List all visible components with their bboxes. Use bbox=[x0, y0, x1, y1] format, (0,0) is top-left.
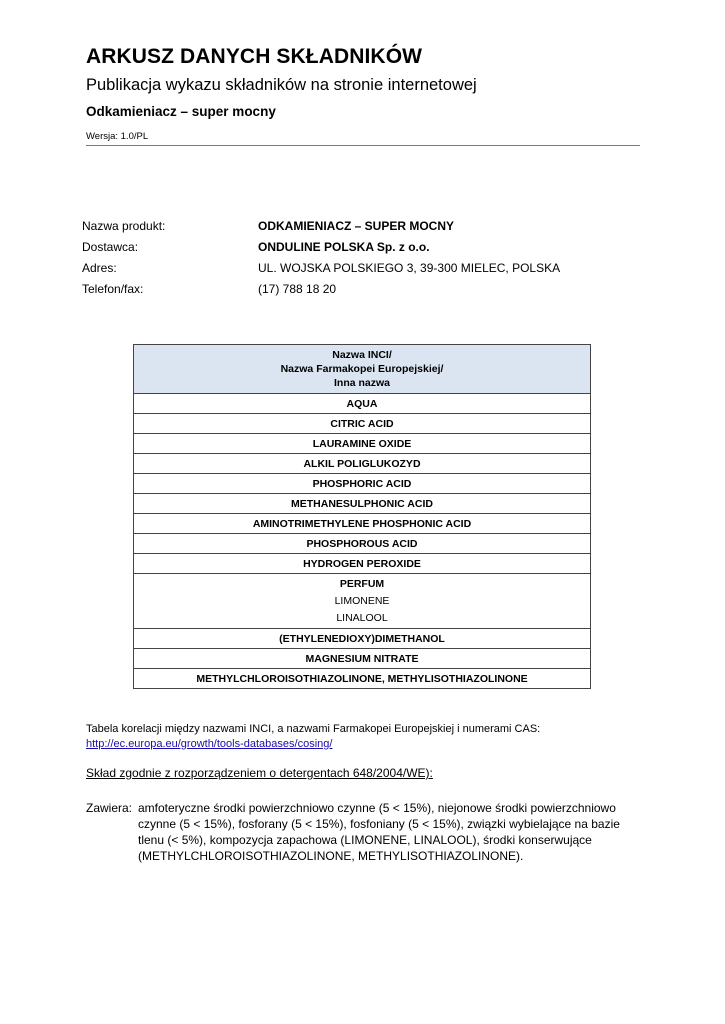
ingredient-name: AQUA bbox=[134, 394, 591, 414]
table-row bbox=[134, 534, 591, 554]
table-row bbox=[134, 394, 591, 414]
ingredient-subcomponent: LIMONENE bbox=[334, 594, 390, 607]
table-row bbox=[134, 629, 591, 649]
table-header-row bbox=[134, 345, 591, 394]
ingredient-name: PHOSPHOROUS ACID bbox=[134, 534, 591, 554]
contains-label: Zawiera: bbox=[86, 801, 133, 815]
ingredient-name: METHANESULPHONIC ACID bbox=[134, 494, 591, 514]
table-row bbox=[134, 434, 591, 454]
ingredient-subcomponent: LINALOOL bbox=[336, 611, 388, 624]
ingredient-name: PERFUM bbox=[339, 577, 385, 590]
table-row bbox=[134, 414, 591, 434]
regulation-heading: Skład zgodnie z rozporządzeniem o detergentach 648/2004/WE): bbox=[86, 766, 433, 780]
correlation-note-text: Tabela korelacji między nazwami INCI, a nazwami Farmakopei Europejskiej i numerami CAS: bbox=[86, 723, 541, 735]
contains-section bbox=[86, 800, 634, 864]
table-row bbox=[134, 554, 591, 574]
table-header-cell bbox=[134, 345, 591, 394]
info-label: Adres: bbox=[82, 261, 117, 275]
info-label: Dostawca: bbox=[82, 240, 139, 254]
info-value: UL. WOJSKA POLSKIEGO 3, 39-300 MIELEC, POLSKA bbox=[258, 261, 561, 275]
info-value: (17) 788 18 20 bbox=[258, 282, 337, 296]
ingredient-cell-perfum bbox=[134, 574, 591, 629]
table-row bbox=[134, 669, 591, 689]
table-row bbox=[134, 574, 591, 629]
table-row bbox=[134, 649, 591, 669]
product-heading: Odkamieniacz – super mocny bbox=[86, 104, 276, 119]
header-line: Nazwa INCI/ bbox=[332, 349, 392, 361]
correlation-note bbox=[86, 722, 540, 752]
ingredient-name: AMINOTRIMETHYLENE PHOSPHONIC ACID bbox=[134, 514, 591, 534]
ingredient-name: ALKIL POLIGLUKOZYD bbox=[134, 454, 591, 474]
table-row bbox=[134, 454, 591, 474]
ingredients-table bbox=[133, 344, 591, 689]
ingredient-name: LAURAMINE OXIDE bbox=[134, 434, 591, 454]
info-label: Telefon/fax: bbox=[82, 282, 144, 296]
cosing-link[interactable]: http://ec.europa.eu/growth/tools-databases/cosing/ bbox=[86, 738, 333, 750]
ingredient-name: PHOSPHORIC ACID bbox=[134, 474, 591, 494]
table-row bbox=[134, 494, 591, 514]
table-row bbox=[134, 514, 591, 534]
header-line: Inna nazwa bbox=[333, 377, 390, 389]
ingredient-name: (ETHYLENEDIOXY)DIMETHANOL bbox=[134, 629, 591, 649]
ingredient-name: METHYLCHLOROISOTHIAZOLINONE, METHYLISOTHIAZOLINONE bbox=[134, 669, 591, 689]
ingredient-name: CITRIC ACID bbox=[134, 414, 591, 434]
document-subtitle: Publikacja wykazu składników na stronie internetowej bbox=[86, 76, 477, 94]
table-row bbox=[134, 474, 591, 494]
header-line: Nazwa Farmakopei Europejskiej/ bbox=[280, 363, 444, 375]
ingredient-name: MAGNESIUM NITRATE bbox=[134, 649, 591, 669]
info-label: Nazwa produkt: bbox=[82, 219, 166, 233]
contains-text: amfoteryczne środki powierzchniowo czynne (5 < 15%), niejonowe środki powierzchniowo czynne (5 < 15%), fosforany (5 < 15%), fosfoniany (5 < 15%), związki wybielające na bazie tlenu (< 5%), kompozycja zapachowa (LIMONENE, LINALOOL), środki konserwujące (METHYLCHLOROISOTHIAZOLINONE, METHYLISOTHIAZOLINONE). bbox=[138, 801, 620, 863]
document-title: ARKUSZ DANYCH SKŁADNIKÓW bbox=[86, 45, 423, 68]
info-value: ODKAMIENIACZ – SUPER MOCNY bbox=[258, 219, 455, 233]
ingredient-name: HYDROGEN PEROXIDE bbox=[134, 554, 591, 574]
header-divider bbox=[86, 145, 640, 146]
version-label: Wersja: 1.0/PL bbox=[86, 131, 149, 142]
info-value: ONDULINE POLSKA Sp. z o.o. bbox=[258, 240, 430, 254]
